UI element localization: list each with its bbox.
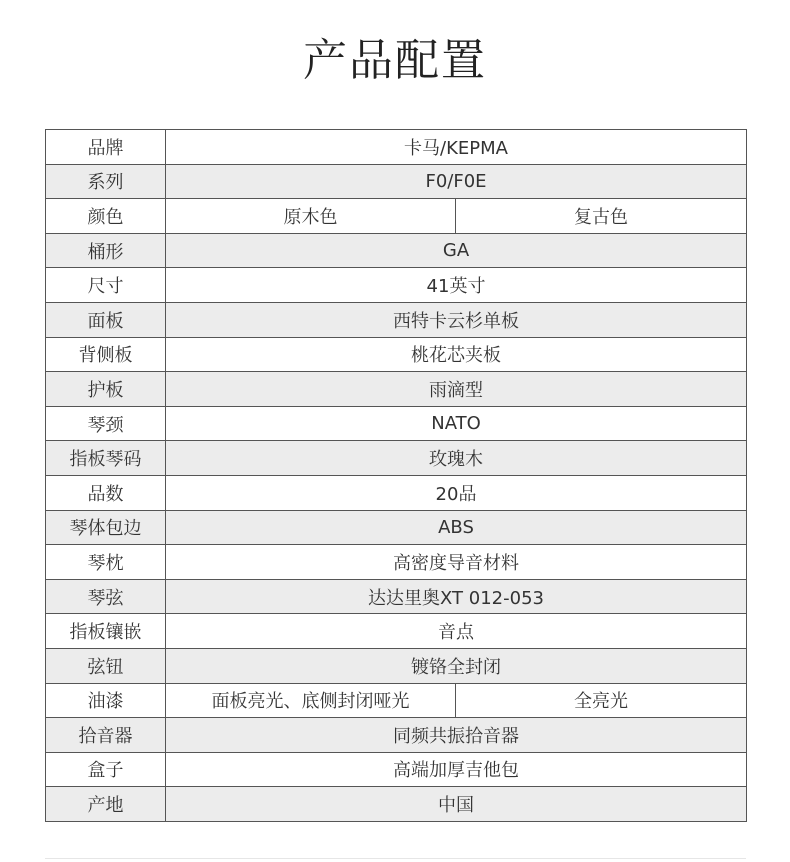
spec-label: 护板 xyxy=(46,372,166,407)
spec-label: 尺寸 xyxy=(46,268,166,303)
spec-value-option-1: 原木色 xyxy=(166,199,456,234)
spec-row-pickguard xyxy=(46,372,747,407)
spec-value-option-2: 复古色 xyxy=(456,199,747,234)
spec-row-neck xyxy=(46,406,747,441)
spec-row-body-shape xyxy=(46,233,747,268)
spec-row-pickup xyxy=(46,718,747,753)
spec-value: 中国 xyxy=(166,787,747,822)
spec-label: 品数 xyxy=(46,475,166,510)
spec-label: 背侧板 xyxy=(46,337,166,372)
bottom-divider xyxy=(45,858,746,859)
spec-label: 琴弦 xyxy=(46,579,166,614)
spec-row-finish xyxy=(46,683,747,718)
spec-row-strings xyxy=(46,579,747,614)
spec-label: 品牌 xyxy=(46,130,166,165)
spec-label: 琴颈 xyxy=(46,406,166,441)
spec-label: 指板琴码 xyxy=(46,441,166,476)
spec-value: 镀铬全封闭 xyxy=(166,648,747,683)
spec-value: GA xyxy=(166,233,747,268)
spec-value: 玫瑰木 xyxy=(166,441,747,476)
spec-label: 琴体包边 xyxy=(46,510,166,545)
spec-value: 西特卡云杉单板 xyxy=(166,302,747,337)
spec-label: 弦钮 xyxy=(46,648,166,683)
spec-label: 指板镶嵌 xyxy=(46,614,166,649)
spec-label: 面板 xyxy=(46,302,166,337)
spec-row-top xyxy=(46,302,747,337)
spec-row-color xyxy=(46,199,747,234)
spec-label: 桶形 xyxy=(46,233,166,268)
spec-value-option-2: 全亮光 xyxy=(456,683,747,718)
spec-value: NATO xyxy=(166,406,747,441)
spec-label: 盒子 xyxy=(46,752,166,787)
spec-value: 音点 xyxy=(166,614,747,649)
spec-value: 桃花芯夹板 xyxy=(166,337,747,372)
spec-label: 拾音器 xyxy=(46,718,166,753)
spec-value: F0/F0E xyxy=(166,164,747,199)
spec-value: 达达里奥XT 012-053 xyxy=(166,579,747,614)
spec-label: 产地 xyxy=(46,787,166,822)
spec-row-series xyxy=(46,164,747,199)
spec-table xyxy=(45,129,747,822)
spec-row-fingerboard-bridge xyxy=(46,441,747,476)
spec-label: 油漆 xyxy=(46,683,166,718)
spec-row-back-sides xyxy=(46,337,747,372)
spec-row-frets xyxy=(46,475,747,510)
spec-row-binding xyxy=(46,510,747,545)
spec-row-size xyxy=(46,268,747,303)
spec-value: 雨滴型 xyxy=(166,372,747,407)
spec-value-option-1: 面板亮光、底侧封闭哑光 xyxy=(166,683,456,718)
spec-row-nut xyxy=(46,545,747,580)
spec-value: ABS xyxy=(166,510,747,545)
page-title: 产品配置 xyxy=(303,35,487,86)
spec-value: 高密度导音材料 xyxy=(166,545,747,580)
spec-row-case xyxy=(46,752,747,787)
spec-row-tuners xyxy=(46,648,747,683)
spec-value: 高端加厚吉他包 xyxy=(166,752,747,787)
spec-row-origin xyxy=(46,787,747,822)
spec-row-brand xyxy=(46,130,747,165)
spec-label: 颜色 xyxy=(46,199,166,234)
spec-label: 系列 xyxy=(46,164,166,199)
spec-value: 41英寸 xyxy=(166,268,747,303)
spec-value: 卡马/KEPMA xyxy=(166,130,747,165)
spec-value: 同频共振拾音器 xyxy=(166,718,747,753)
spec-value: 20品 xyxy=(166,475,747,510)
spec-row-inlay xyxy=(46,614,747,649)
spec-label: 琴枕 xyxy=(46,545,166,580)
